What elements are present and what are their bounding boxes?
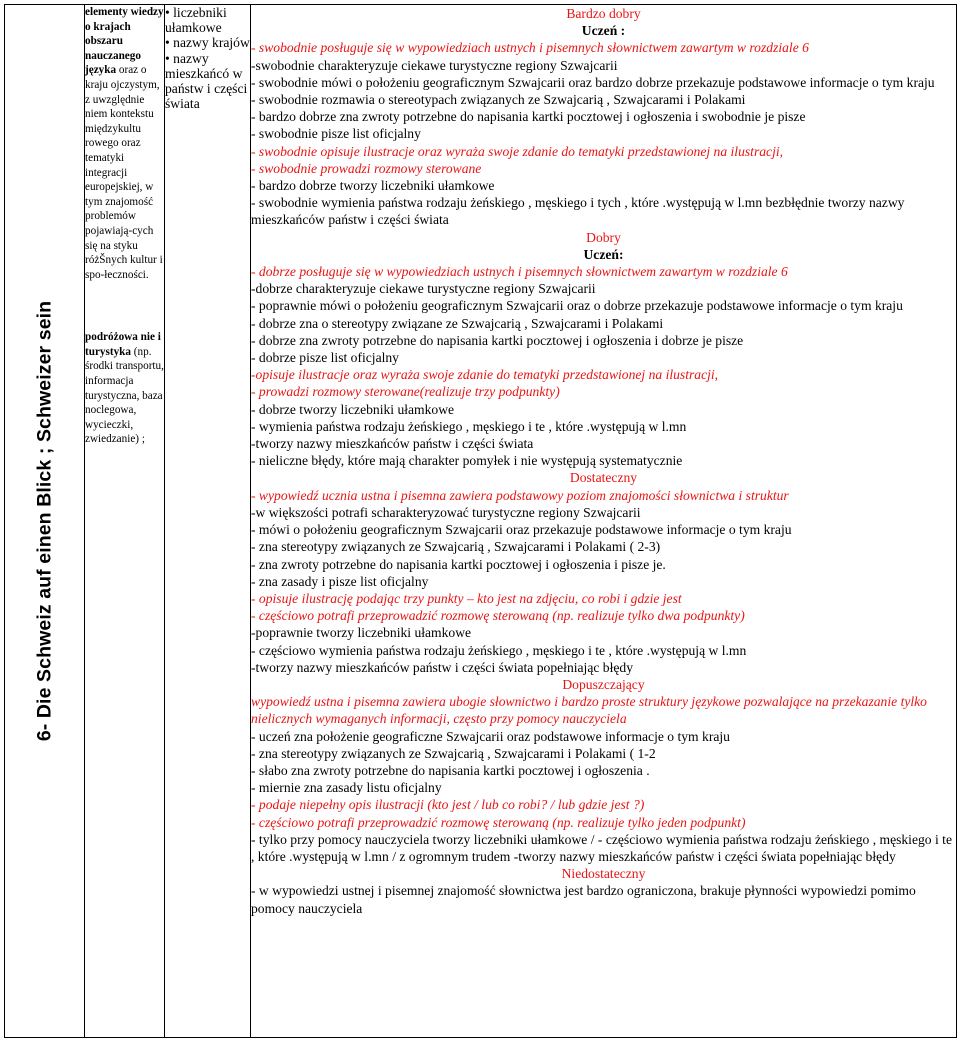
grade-heading: Dopuszczający bbox=[562, 676, 645, 692]
criterion-line: - dobrze zna zwroty potrzebne do napisania kartki pocztowej i ogłoszenia i dobrze je pisze bbox=[251, 332, 744, 348]
criterion-line: - uczeń zna położenie geograficzne Szwajcarii oraz podstawowe informacje o tym kraju bbox=[251, 728, 730, 744]
criterion-line: - zna zwroty potrzebne do napisania kartki pocztowej i ogłoszenia i pisze je. bbox=[251, 556, 666, 572]
knowledge-areas bbox=[85, 5, 164, 447]
vocabulary-cell bbox=[165, 5, 251, 1038]
criterion-line: -dobrze charakteryzuje ciekawe turystyczne regiony Szwajcarii bbox=[251, 281, 596, 297]
knowledge-area-paragraph bbox=[85, 330, 164, 447]
criterion-line: - mówi o położeniu geograficznym Szwajcarii oraz przekazuje podstawowe informacje o tym kraju bbox=[251, 522, 792, 538]
criteria-table bbox=[4, 4, 957, 1038]
criterion-line: - dobrze posługuje się w wypowiedziach ustnych i pisemnych słownictwem zawartym w rozdziale 6 bbox=[251, 264, 788, 280]
criterion-line: - zna stereotypy związanych ze Szwajcarią , Szwajcarami i Polakami ( 2-3) bbox=[251, 539, 661, 555]
criterion-line: - wypowiedź ucznia ustna i pisemna zawiera podstawowy poziom znajomości słownictwa i struktur bbox=[251, 487, 789, 503]
knowledge-areas-cell bbox=[85, 5, 165, 1038]
criterion-line: - tylko przy pomocy nauczyciela tworzy liczebniki ułamkowe / - częściowo wymienia państwa rodzaju żeńskiego , męskiego i te , które .występują w l.mn / z ogromnym trudem -tworzy nazwy mieszkańców państw i części świata popełniając błędy bbox=[251, 831, 952, 864]
vocabulary-item: • nazwy krajów bbox=[165, 35, 250, 51]
criterion-line: - dobrze pisze list oficjalny bbox=[251, 350, 399, 366]
criterion-line: - poprawnie mówi o położeniu geograficznym Szwajcarii oraz o dobrze przekazuje podstawowe informacje o tym kraju bbox=[251, 298, 903, 314]
criterion-line: -swobodnie charakteryzuje ciekawe turystyczne regiony Szwajcarii bbox=[251, 57, 618, 73]
criterion-line: - prowadzi rozmowy sterowane(realizuje trzy podpunkty) bbox=[251, 384, 560, 400]
grade-subheading: Uczeń : bbox=[581, 23, 626, 39]
grade-subheading: Uczeń: bbox=[583, 246, 624, 262]
grade-heading: Dostateczny bbox=[569, 470, 638, 486]
criterion-line: - swobodnie prowadzi rozmowy sterowane bbox=[251, 160, 482, 176]
criterion-line: - dobrze tworzy liczebniki ułamkowe bbox=[251, 401, 455, 417]
criterion-line: - bardzo dobrze zna zwroty potrzebne do napisania kartki pocztowej i ogłoszenia i swobodnie je pisze bbox=[251, 109, 806, 125]
grade-heading: Bardzo dobry bbox=[566, 6, 641, 21]
criterion-line: -tworzy nazwy mieszkańców państw i części świata bbox=[251, 436, 534, 452]
criterion-line: -opisuje ilustracje oraz wyraża swoje zdanie do tematyki przedstawionej na ilustracji, bbox=[251, 367, 719, 383]
knowledge-area-text: oraz o kraju ojczystym, z uwzględnie niem kontekstu międzykultu rowego oraz tematyki integracji europejskiej, w tym znajomość problemów pojawiają-cych się na styku różŠnych kultur i spo-łeczności. bbox=[85, 64, 163, 281]
criterion-line: - bardzo dobrze tworzy liczebniki ułamkowe bbox=[251, 178, 495, 194]
grades-cell bbox=[251, 5, 957, 1038]
criterion-line: - nieliczne błędy, które mają charakter pomyłek i nie występują systematycznie bbox=[251, 453, 683, 469]
criterion-line: - częściowo potrafi przeprowadzić rozmowę sterowaną (np. realizuje tylko dwa podpunkty) bbox=[251, 608, 745, 624]
criterion-line: -tworzy nazwy mieszkańców państw i części świata popełniając błędy bbox=[251, 659, 633, 675]
grade-criteria bbox=[251, 5, 956, 917]
topic-cell bbox=[5, 5, 85, 1038]
grade-heading: Niedostateczny bbox=[561, 866, 646, 882]
criterion-line: - dobrze zna o stereotypy związane ze Szwajcarią , Szwajcarami i Polakami bbox=[251, 315, 664, 331]
criterion-line: - swobodnie posługuje się w wypowiedziach ustnych i pisemnych słownictwem zawartym w rozdziale 6 bbox=[251, 40, 809, 56]
criterion-line: - swobodnie pisze list oficjalny bbox=[251, 126, 421, 142]
criterion-line: -w większości potrafi scharakteryzować turystyczne regiony Szwajcarii bbox=[251, 504, 641, 520]
criterion-line: wypowiedź ustna i pisemna zawiera ubogie słownictwo i bardzo proste struktury językowe pozwalające na przekazanie tylko nielicznych wymaganych informacji, często przy pomocy nauczyciela bbox=[251, 694, 927, 727]
topic-title: 6- Die Schweiz auf einen Blick ; Schweizer sein bbox=[33, 300, 55, 742]
knowledge-area-term: podróżowa nie i turystyka bbox=[85, 331, 161, 358]
knowledge-area-text: (np. środki transportu, informacja turystyczna, baza noclegowa, wycieczki, zwiedzanie) ; bbox=[85, 345, 164, 446]
criterion-line: - zna stereotypy związanych ze Szwajcarią , Szwajcarami i Polakami ( 1-2 bbox=[251, 745, 656, 761]
criterion-line: - miernie zna zasady listu oficjalny bbox=[251, 780, 442, 796]
criterion-line: - częściowo wymienia państwa rodzaju żeńskiego , męskiego i te , które .występują w l.mn bbox=[251, 642, 747, 658]
vocabulary-list bbox=[165, 5, 250, 111]
criterion-line: - zna zasady i pisze list oficjalny bbox=[251, 573, 429, 589]
knowledge-area-term: elementy wiedzy o krajach obszaru nauczanego języka bbox=[85, 6, 164, 77]
criterion-line: - podaje niepełny opis ilustracji (kto jest / lub co robi? / lub gdzie jest ?) bbox=[251, 797, 645, 813]
criterion-line: - swobodnie mówi o położeniu geograficznym Szwajcarii oraz bardzo dobrze przekazuje podstawowe informacje o tym kraju bbox=[251, 74, 935, 90]
knowledge-area-paragraph bbox=[85, 5, 164, 282]
criterion-line: - w wypowiedzi ustnej i pisemnej znajomość słownictwa jest bardzo ograniczona, brakuje płynności wypowiedzi pomimo pomocy nauczyciela bbox=[251, 883, 916, 916]
criterion-line: - swobodnie wymienia państwa rodzaju żeńskiego , męskiego i tych , które .występują w l.mn bezbłędnie tworzy nazwy mieszkańców państw i części świata bbox=[251, 195, 905, 228]
vocabulary-item: • nazwy mieszkańcó w państw i części świata bbox=[165, 50, 248, 112]
criterion-line: - swobodnie rozmawia o stereotypach związanych ze Szwajcarią , Szwajcarami i Polakami bbox=[251, 92, 746, 108]
criterion-line: -poprawnie tworzy liczebniki ułamkowe bbox=[251, 625, 472, 641]
vocabulary-item: • liczebniki ułamkowe bbox=[165, 5, 227, 36]
grade-heading: Dobry bbox=[586, 229, 621, 245]
criterion-line: - wymienia państwa rodzaju żeńskiego , męskiego i te , które .występują w l.mn bbox=[251, 418, 687, 434]
criterion-line: - częściowo potrafi przeprowadzić rozmowę sterowaną (np. realizuje tylko jeden podpunkt) bbox=[251, 814, 746, 830]
criterion-line: - swobodnie opisuje ilustracje oraz wyraża swoje zdanie do tematyki przedstawionej na ilustracji, bbox=[251, 143, 784, 159]
criterion-line: - opisuje ilustrację podając trzy punkty – kto jest na zdjęciu, co robi i gdzie jest bbox=[251, 590, 682, 606]
criterion-line: - słabo zna zwroty potrzebne do napisania kartki pocztowej i ogłoszenia . bbox=[251, 762, 650, 778]
